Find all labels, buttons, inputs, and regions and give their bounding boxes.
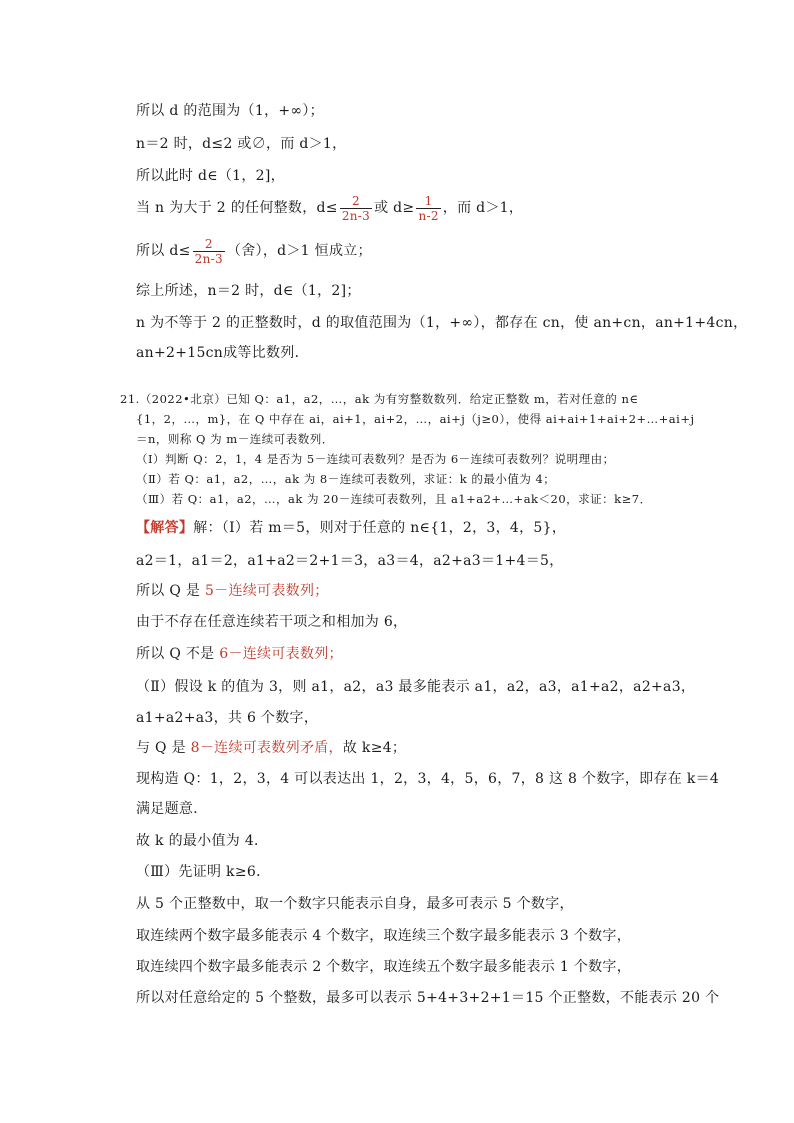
text-line: n＝2 时，d≤2 或∅，而 d＞1，	[136, 136, 347, 152]
question-line: {1，2，…，m}，在 Q 中存在 ai，ai+1，ai+2，…，ai+j（j≥0），使得 ai+ai+1+ai+2+…+ai+j	[136, 412, 695, 426]
highlighted-term: 6－连续可表数列；	[219, 646, 343, 662]
text-segment: 所以 d≤	[136, 243, 191, 259]
fraction-numerator: 2	[340, 194, 372, 209]
text-line-with-fractions	[136, 193, 523, 223]
fraction-numerator: 2	[193, 237, 225, 252]
text-segment: 解：（Ⅰ）若 m＝5，则对于任意的 n∈{1，2，3，4，5}，	[193, 520, 567, 536]
question-part-3: （Ⅲ）若 Q：a1，a2，…，ak 为 20－连续可表数列，且 a1+a2+…+ak＜20，求证：k≥7．	[136, 492, 652, 506]
fraction-numerator: 1	[416, 194, 440, 209]
answer-line: 故 k 的最小值为 4．	[136, 833, 269, 849]
fraction	[193, 237, 225, 266]
text-line: n 为不等于 2 的正整数时，d 的取值范围为（1，+∞），都存在 cn，使 an+cn，an+1+4cn，	[136, 315, 748, 331]
text-segment: 与 Q 是	[136, 740, 191, 756]
answer-line: （Ⅱ）假设 k 的值为 3，则 a1，a2，a3 最多能表示 a1，a2，a3，a1+a2，a2+a3，	[136, 679, 696, 695]
answer-line	[136, 646, 343, 662]
answer-line: 取连续两个数字最多能表示 4 个数字，取连续三个数字最多能表示 3 个数字，	[136, 928, 632, 944]
text-line: 所以 d 的范围为（1，+∞）；	[136, 103, 324, 119]
answer-line	[136, 520, 566, 536]
question-line: ＝n，则称 Q 为 m－连续可表数列．	[136, 432, 334, 446]
answer-line: 所以对任意给定的 5 个整数，最多可以表示 5+4+3+2+1＝15 个正整数，不能表示 20 个	[136, 990, 720, 1006]
answer-line: 由于不存在任意连续若干项之和相加为 6，	[136, 614, 408, 630]
question-part-1: （Ⅰ）判断 Q：2，1，4 是否为 5－连续可表数列？是否为 6－连续可表数列？说明理由；	[136, 452, 615, 466]
text-line: 综上所述，n＝2 时，d∈（1，2]；	[136, 283, 361, 299]
text-segment: （舍），d＞1 恒成立；	[226, 243, 372, 259]
highlighted-term: 5－连续可表数列；	[204, 583, 329, 599]
text-segment: 故 k≥4；	[342, 740, 407, 756]
answer-line: （Ⅲ）先证明 k≥6．	[136, 864, 271, 880]
answer-line: 满足题意．	[136, 801, 208, 817]
highlighted-term: 8－连续可表数列矛盾，	[190, 740, 343, 756]
answer-line: 从 5 个正整数中，取一个数字只能表示自身，最多可表示 5 个数字，	[136, 896, 574, 912]
fraction-denominator: 2n-3	[194, 251, 223, 266]
text-segment: 所以 Q 不是	[136, 646, 220, 662]
text-segment: 当 n 为大于 2 的任何整数，d≤	[136, 200, 338, 216]
fraction-denominator: n-2	[418, 208, 439, 223]
answer-line: a1+a2+a3，共 6 个数字，	[136, 710, 319, 726]
text-line: an+2+15cn成等比数列．	[136, 345, 309, 361]
text-line-with-fraction	[136, 236, 372, 266]
answer-line: 取连续四个数字最多能表示 2 个数字，取连续五个数字最多能表示 1 个数字，	[136, 959, 632, 975]
answer-line	[136, 740, 406, 756]
fraction-denominator: 2n-3	[341, 208, 371, 223]
text-segment: 或 d≥	[374, 200, 415, 216]
text-segment: 所以 Q 是	[136, 583, 205, 599]
question-line: 21.（2022•北京）已知 Q：a1，a2，…，ak 为有穷整数数列．给定正整数 m，若对任意的 n∈	[120, 392, 639, 406]
answer-tag: 【解答】	[136, 520, 194, 536]
text-segment: ，而 d＞1，	[442, 200, 524, 216]
answer-line	[136, 583, 329, 599]
text-line: 所以此时 d∈（1，2]，	[136, 168, 285, 184]
fraction	[340, 194, 372, 223]
question-part-2: （Ⅱ）若 Q：a1，a2，…，ak 为 8－连续可表数列，求证：k 的最小值为 4；	[136, 472, 556, 486]
fraction	[416, 194, 440, 223]
answer-line: 现构造 Q：1，2，3，4 可以表达出 1，2，3，4，5，6，7，8 这 8 个数字，即存在 k＝4	[136, 771, 720, 787]
answer-line: a2＝1，a1＝2，a1+a2＝2+1＝3，a3＝4，a2+a3＝1+4＝5，	[136, 553, 564, 569]
